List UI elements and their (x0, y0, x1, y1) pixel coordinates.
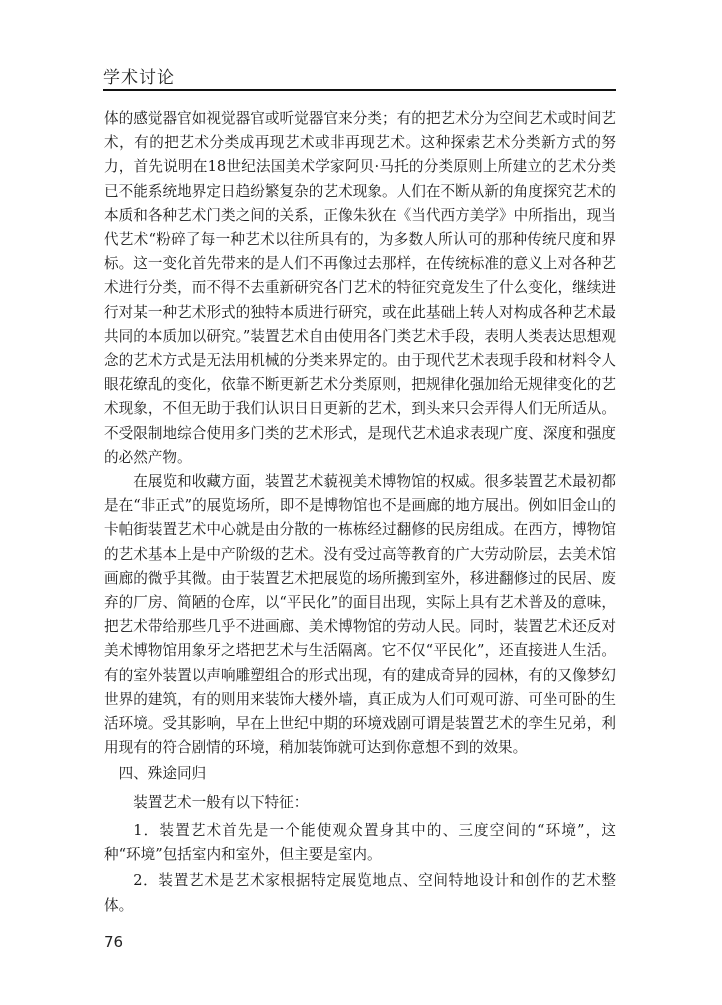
list-item: 1．装置艺术首先是一个能使观众置身其中的、三度空间的“环境”，这种“环境”包括室内和室外，但主要是室内。 (104, 821, 616, 864)
list-item: 2．装置艺术是艺术家根据特定展览地点、空间特地设计和创作的艺术整体。 (104, 872, 616, 914)
header-rule (103, 89, 616, 91)
body-paragraph: 体的感觉器官如视觉器官或听觉器官来分类；有的把艺术分为空间艺术或时间艺术，有的把艺术分类成再现艺术或非再现艺术。这种探索艺术分类新方式的努力，首先说明在18世纪法国美术学家阿贝·马托的分类原则上所建立的艺术分类已不能系统地界定日趋纷繁复杂的艺术现象。人们在不断从新的角度探究艺术的本质和各种艺术门类之间的关系，正像朱狄在《当代西方美学》中所指出，现当代艺术“粉碎了每一种艺术以往所具有的，为多数人所认可的那种传统尺度和界标。这一变化首先带来的是人们不再像过去那样，在传统标准的意义上对各种艺术进行分类，而不得不去重新研究各门艺术的特征究竟发生了什么变化，继续进行对某一种艺术形式的独特本质进行研究，或在此基础上转人对构成各种艺术最共同的本质加以研究。”装置艺术自由使用各门类艺术手段，表明人类表达思想观念的艺术方式是无法用机械的分类来界定的。由于现代艺术表现手段和材料令人眼花缭乱的变化，依靠不断更新艺术分类原则，把规律化强加给无规律变化的艺术现象，不但无助于我们认识日日更新的艺术，到头来只会弄得人们无所适从。不受限制地综合使用多门类的艺术形式，是现代艺术追求表现广度、深度和强度的必然产物。 (104, 110, 616, 466)
article-body (104, 107, 616, 918)
body-paragraph: 在展览和收藏方面，装置艺术藐视美术博物馆的权威。很多装置艺术最初都是在“非正式”的展览场所，即不是博物馆也不是画廊的地方展出。例如旧金山的卡帕街装置艺术中心就是由分散的一栋栋经过翻修的民房组成。在西方，博物馆的艺术基本上是中产阶级的艺术。没有受过高等教育的广大劳动阶层，去美术馆画廊的微乎其微。由于装置艺术把展览的场所搬到室外，移进翻修过的民居、废弃的厂房、简陋的仓库，以“平民化”的面目出现，实际上具有艺术普及的意味，把艺术带给那些几乎不进画廊、美术博物馆的劳动人民。同时，装置艺术还反对美术博物馆用象牙之塔把艺术与生活隔离。它不仅“平民化”，还直接进人生活。有的室外装置以声响雕塑组合的形式出现，有的建成奇异的园林，有的又像梦幻世界的建筑，有的则用来装饰大楼外墙，真正成为人们可观可游、可坐可卧的生活环境。受其影响，早在上世纪中期的环境戏剧可谓是装置艺术的孪生兄弟，利用现有的符合剧情的环境，稍加装饰就可达到你意想不到的效果。 (104, 473, 616, 757)
list-intro: 装置艺术一般有以下特征： (133, 793, 309, 811)
running-header: 学术讨论 (103, 68, 175, 88)
section-heading: 四、殊途同归 (118, 765, 207, 783)
page-number: 76 (104, 933, 124, 951)
